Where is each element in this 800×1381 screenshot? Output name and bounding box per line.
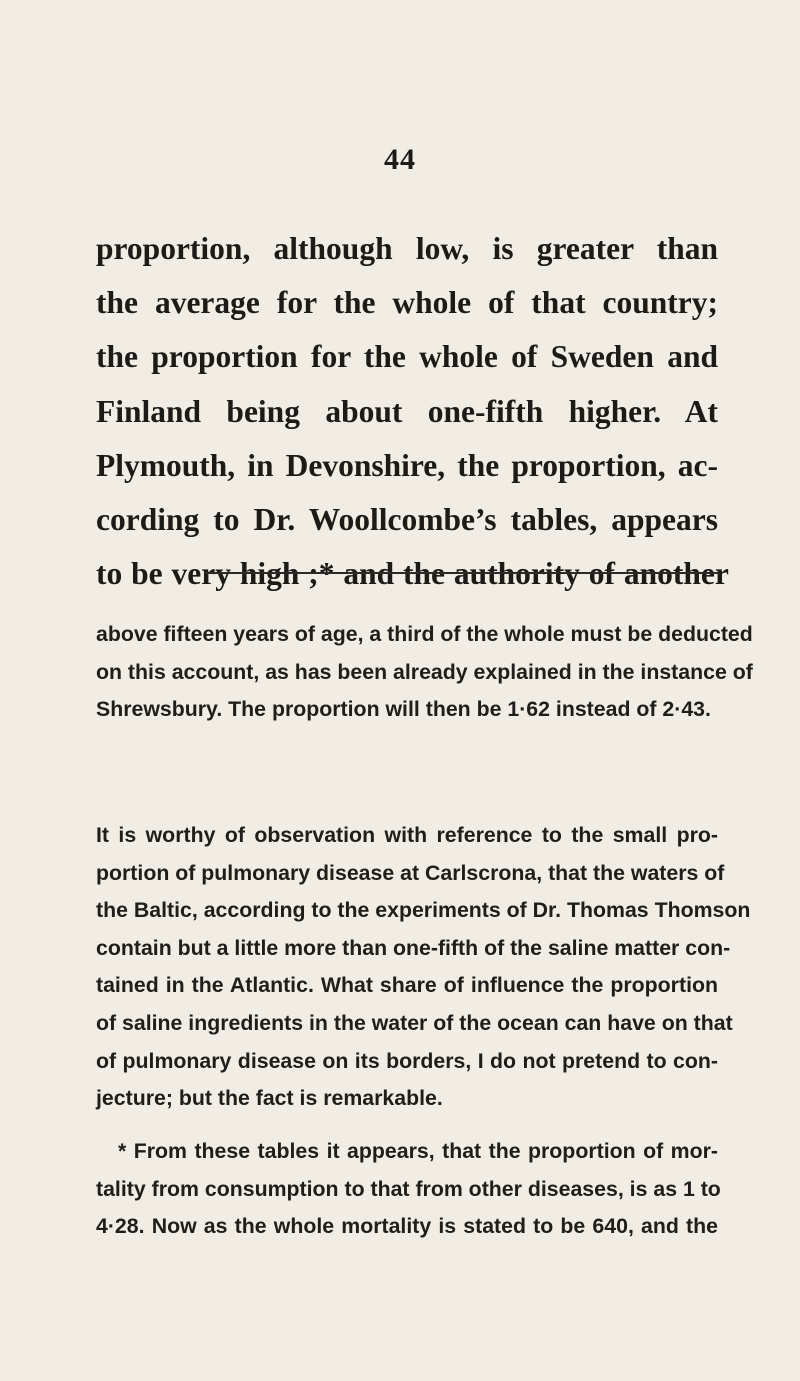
main-paragraph bbox=[96, 222, 729, 601]
page-number: 44 bbox=[384, 143, 416, 176]
footnote-observation bbox=[96, 817, 751, 1118]
text-line: proportion, although low, is greater than bbox=[96, 231, 718, 266]
footnote-line: tality from consumption to that from other diseases, is as 1 to bbox=[96, 1176, 721, 1201]
text-line: to be very high ;* and the authority of another bbox=[96, 556, 729, 592]
text-line: Plymouth, in Devonshire, the proportion, ac- bbox=[96, 447, 718, 483]
footnote-line: * From these tables it appears, that the proportion of mor- bbox=[118, 1139, 718, 1163]
footnote-line: of pulmonary disease on its borders, I do not pretend to con- bbox=[96, 1048, 718, 1073]
text-line: the average for the whole of that country; bbox=[96, 285, 718, 321]
footnote-line: portion of pulmonary disease at Carlscrona, that the waters of bbox=[96, 860, 725, 885]
footnote-line: on this account, as has been already explained in the instance of bbox=[96, 659, 753, 684]
footnote-line: Shrewsbury. The proportion will then be 1·62 instead of 2·43. bbox=[96, 697, 711, 722]
footnote-continued bbox=[96, 616, 753, 729]
footnote-star bbox=[96, 1133, 721, 1246]
text-line: Finland being about one-fifth higher. At bbox=[96, 393, 718, 429]
footnote-line: of saline ingredients in the water of the ocean can have on that bbox=[96, 1010, 733, 1035]
footnote-line: It is worthy of observation with reference to the small pro- bbox=[96, 823, 718, 847]
footnote-line: contain but a little more than one-fifth of the saline matter con- bbox=[96, 935, 731, 960]
footnote-line: tained in the Atlantic. What share of influence the proportion bbox=[96, 973, 718, 998]
footnote-line: above fifteen years of age, a third of the whole must be deducted bbox=[96, 622, 753, 646]
footnote-line: 4·28. Now as the whole mortality is stated to be 640, and the bbox=[96, 1214, 718, 1239]
footnote-line: jecture; but the fact is remarkable. bbox=[96, 1086, 443, 1111]
text-line: the proportion for the whole of Sweden and bbox=[96, 339, 718, 375]
text-line: cording to Dr. Woollcombe’s tables, appears bbox=[96, 502, 718, 538]
footnote-separator-rule bbox=[205, 572, 719, 574]
footnote-line: the Baltic, according to the experiments of Dr. Thomas Thomson bbox=[96, 898, 751, 923]
